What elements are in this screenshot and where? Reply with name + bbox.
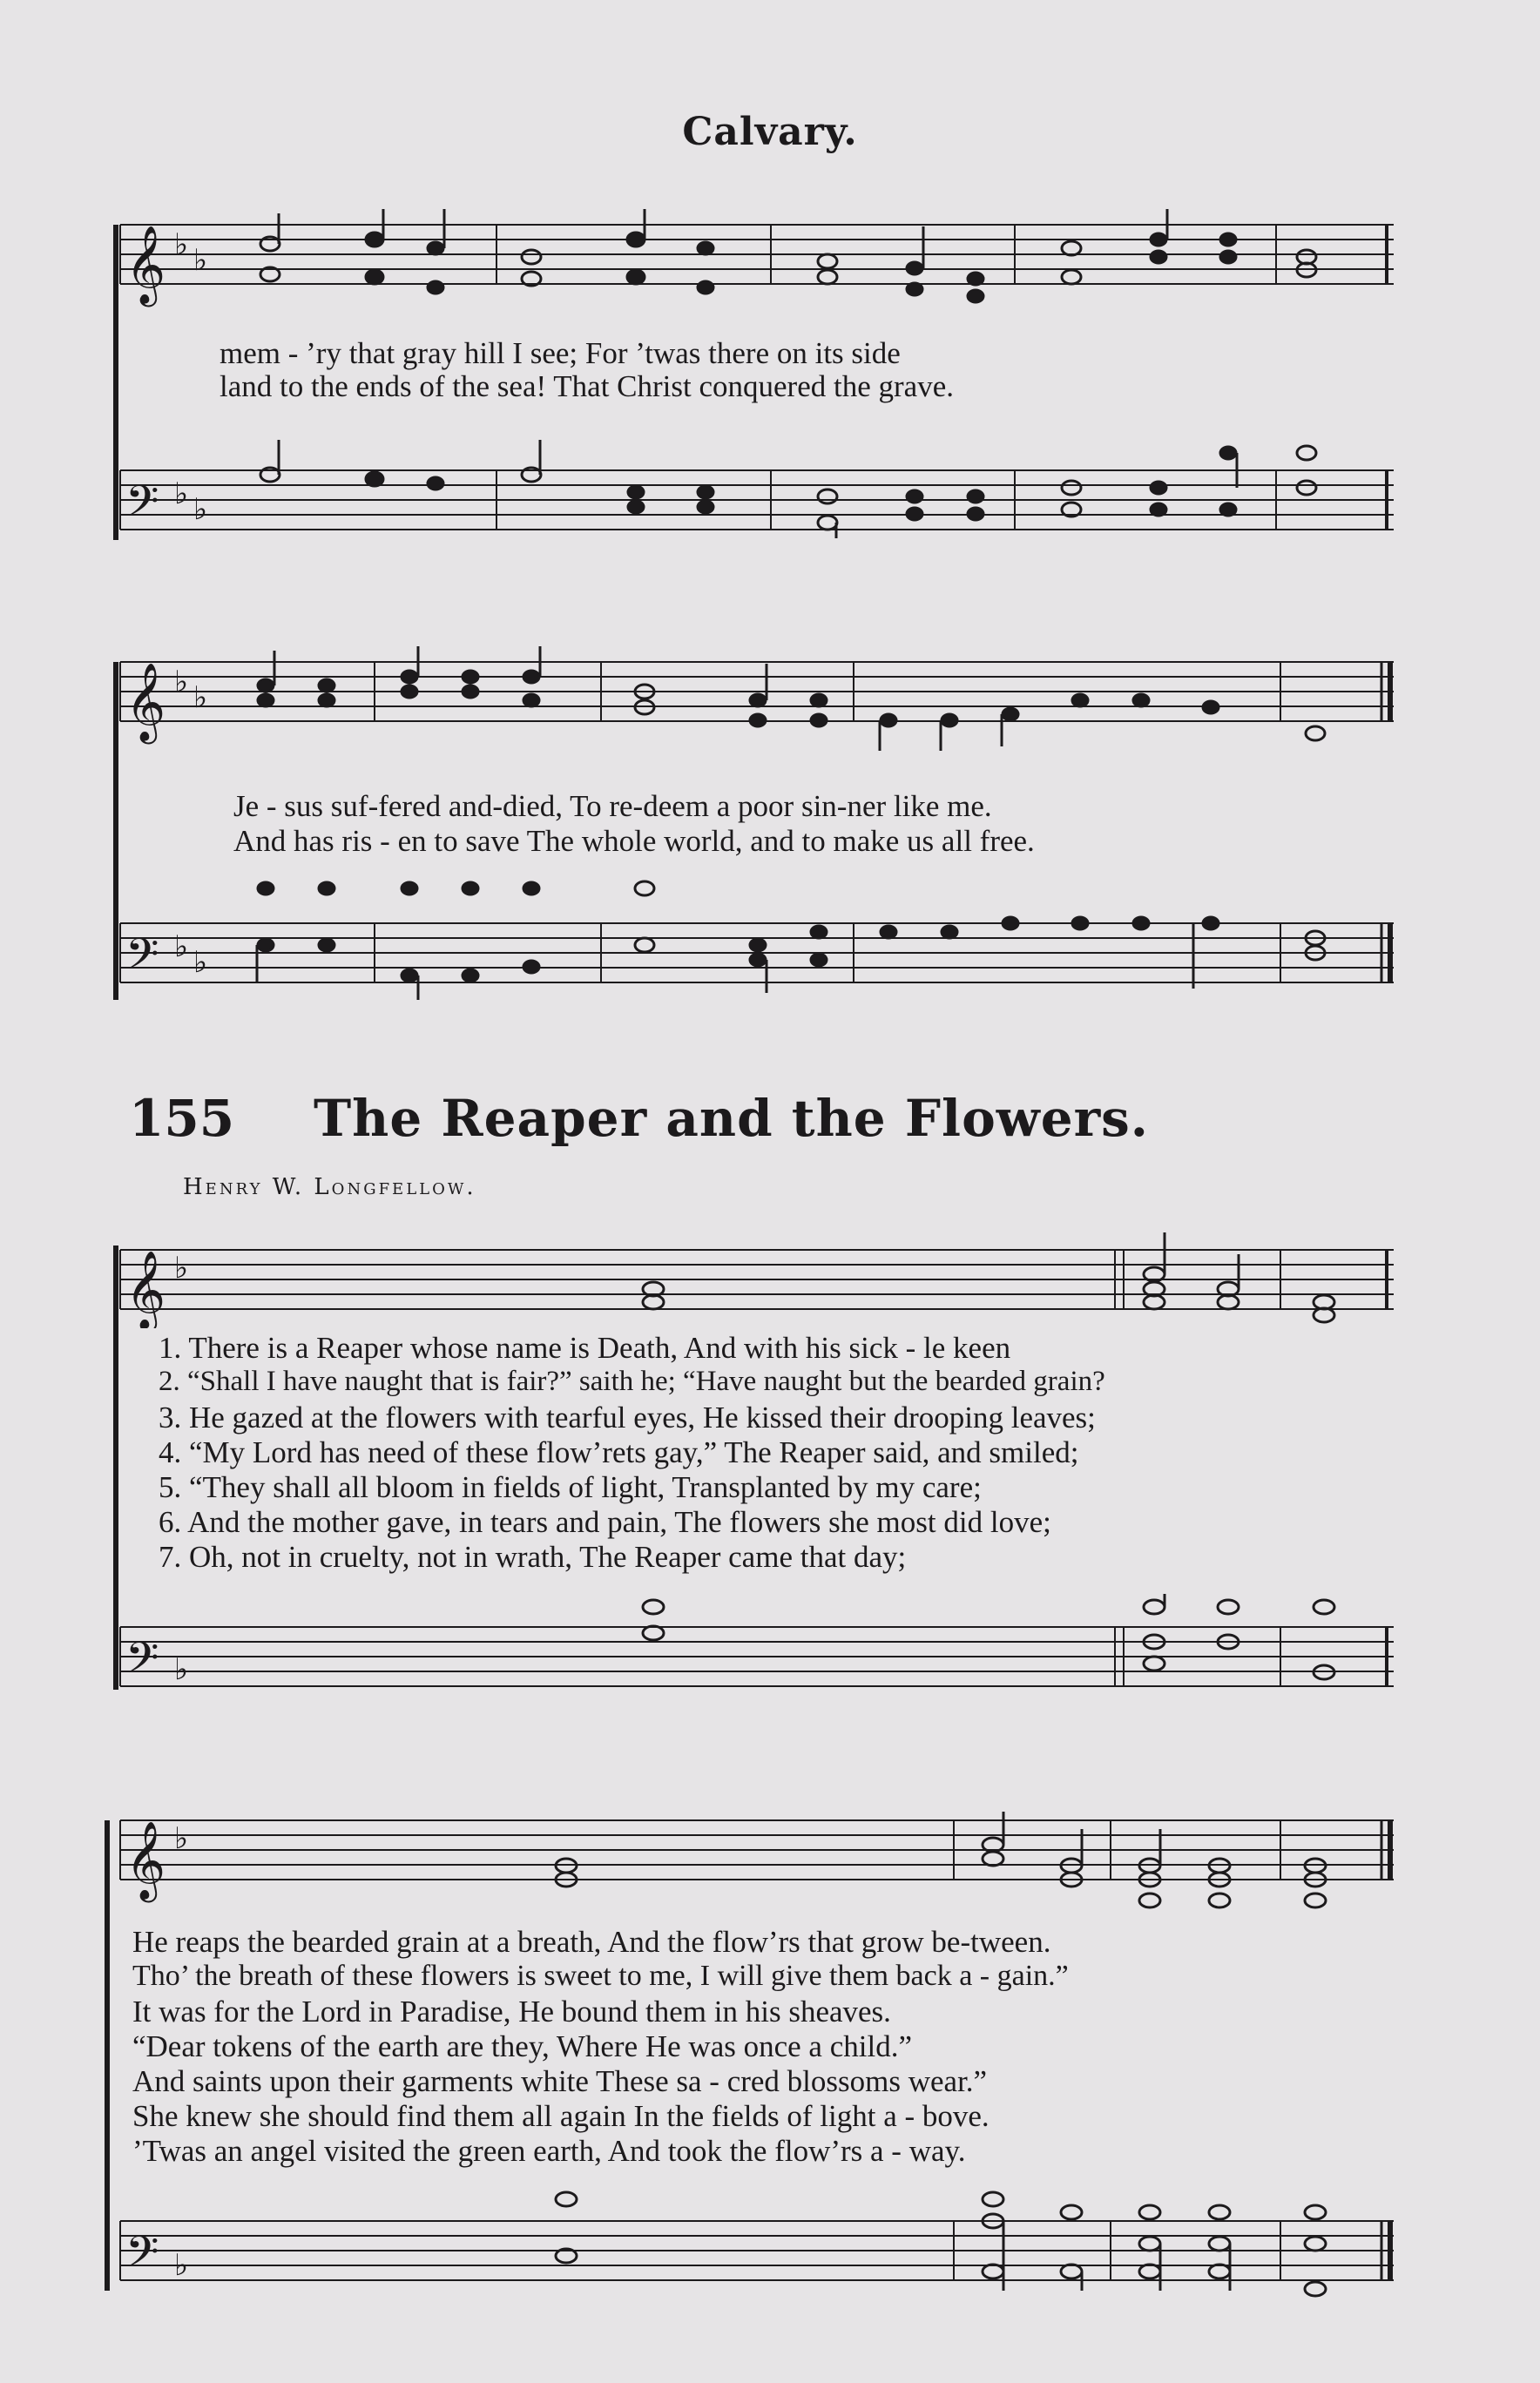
verse-line-1b: He reaps the bearded grain at a breath, And the flow’rs that grow be-tween. [132,1925,1051,1959]
lyric-line-1: Je - sus suf-fered and-died, To re-deem a poor sin-ner like me. [233,789,992,823]
flat-icon: ♭ [193,680,208,715]
treble-staff-lines [113,209,1402,314]
verse-line-3b: It was for the Lord in Paradise, He bound them in his sheaves. [132,1995,891,2029]
flat-icon: ♭ [193,945,208,980]
bass-clef-icon: 𝄢 [125,476,159,537]
verse-line-1: 1. There is a Reaper whose name is Death, And with his sick - le keen [159,1331,1011,1365]
verse-line-6: 6. And the mother gave, in tears and pain, The flowers she most did love; [159,1505,1051,1539]
flat-icon: ♭ [174,1251,189,1286]
treble-clef-icon: 𝄞 [125,1821,166,1900]
lyric-line-1: mem - ’ry that gray hill I see; For ’twas there on its side [220,336,901,370]
flat-icon: ♭ [174,1821,189,1856]
verse-line-5b: And saints upon their garments white These sa - cred blossoms wear.” [132,2064,988,2098]
bass-clef-icon: 𝄢 [125,1633,159,1694]
bass-staff-lines [113,880,1402,1000]
bass-staff-lines [113,435,1402,540]
flat-icon: ♭ [193,492,208,527]
verse-line-3: 3. He gazed at the flowers with tearful eyes, He kissed their drooping leaves; [159,1401,1096,1435]
lyric-line-2: And has ris - en to save The whole world, and to make us all free. [233,824,1035,858]
verse-line-7b: ’Twas an angel visited the green earth, And took the flow’rs a - way. [132,2134,966,2168]
verse-line-5: 5. “They shall all bloom in fields of light, Transplanted by my care; [159,1470,982,1504]
hymn-author: Henry W. Longfellow. [183,1174,476,1200]
lyric-line-2: land to the ends of the sea! That Christ conquered the grave. [220,369,954,403]
flat-icon: ♭ [174,476,189,511]
bass-clef-icon: 𝄢 [125,929,159,990]
flat-icon: ♭ [174,227,189,262]
verse-line-4b: “Dear tokens of the earth are they, Where He was once a child.” [132,2029,912,2063]
bass-staff-lines [113,2177,1402,2299]
bass-staff [113,1594,1402,1698]
verse-line-2: 2. “Shall I have naught that is fair?” saith he; “Have naught but the bearded grain? [159,1366,1105,1397]
flat-icon: ♭ [174,2248,189,2283]
treble-staff [113,1803,1402,1916]
flat-icon: ♭ [174,1652,189,1687]
system-bracket [105,1820,110,2291]
verse-line-4: 4. “My Lord has need of these flow’rets gay,” The Reaper said, and smiled; [159,1435,1079,1469]
treble-clef-icon: 𝄞 [125,226,166,304]
verse-line-2b: Tho’ the breath of these flowers is sweet to me, I will give them back a - gain.” [132,1960,1069,1992]
verse-line-6b: She knew she should find them all again In the fields of light a - bove. [132,2099,990,2133]
treble-clef-icon: 𝄞 [125,663,166,741]
flat-icon: ♭ [193,243,208,278]
hymn-title-calvary: Calvary. [682,110,858,154]
bass-clef-icon: 𝄢 [125,2227,159,2288]
treble-staff [113,1215,1402,1328]
flat-icon: ♭ [174,929,189,964]
treble-staff-lines [113,1215,1402,1328]
treble-staff-lines [113,1803,1402,1916]
hymn-title-reaper: The Reaper and the Flowers. [314,1089,1149,1148]
bass-staff [113,2177,1402,2299]
bass-staff-lines [113,1594,1402,1698]
treble-staff [113,646,1402,759]
bass-staff [113,880,1402,1000]
flat-icon: ♭ [174,665,189,699]
bass-staff [113,435,1402,540]
treble-clef-icon: 𝄞 [125,1251,166,1328]
hymn-number: 155 [129,1089,235,1148]
treble-staff-lines [113,646,1402,759]
treble-staff [113,209,1402,314]
verse-line-7: 7. Oh, not in cruelty, not in wrath, The Reaper came that day; [159,1540,907,1574]
